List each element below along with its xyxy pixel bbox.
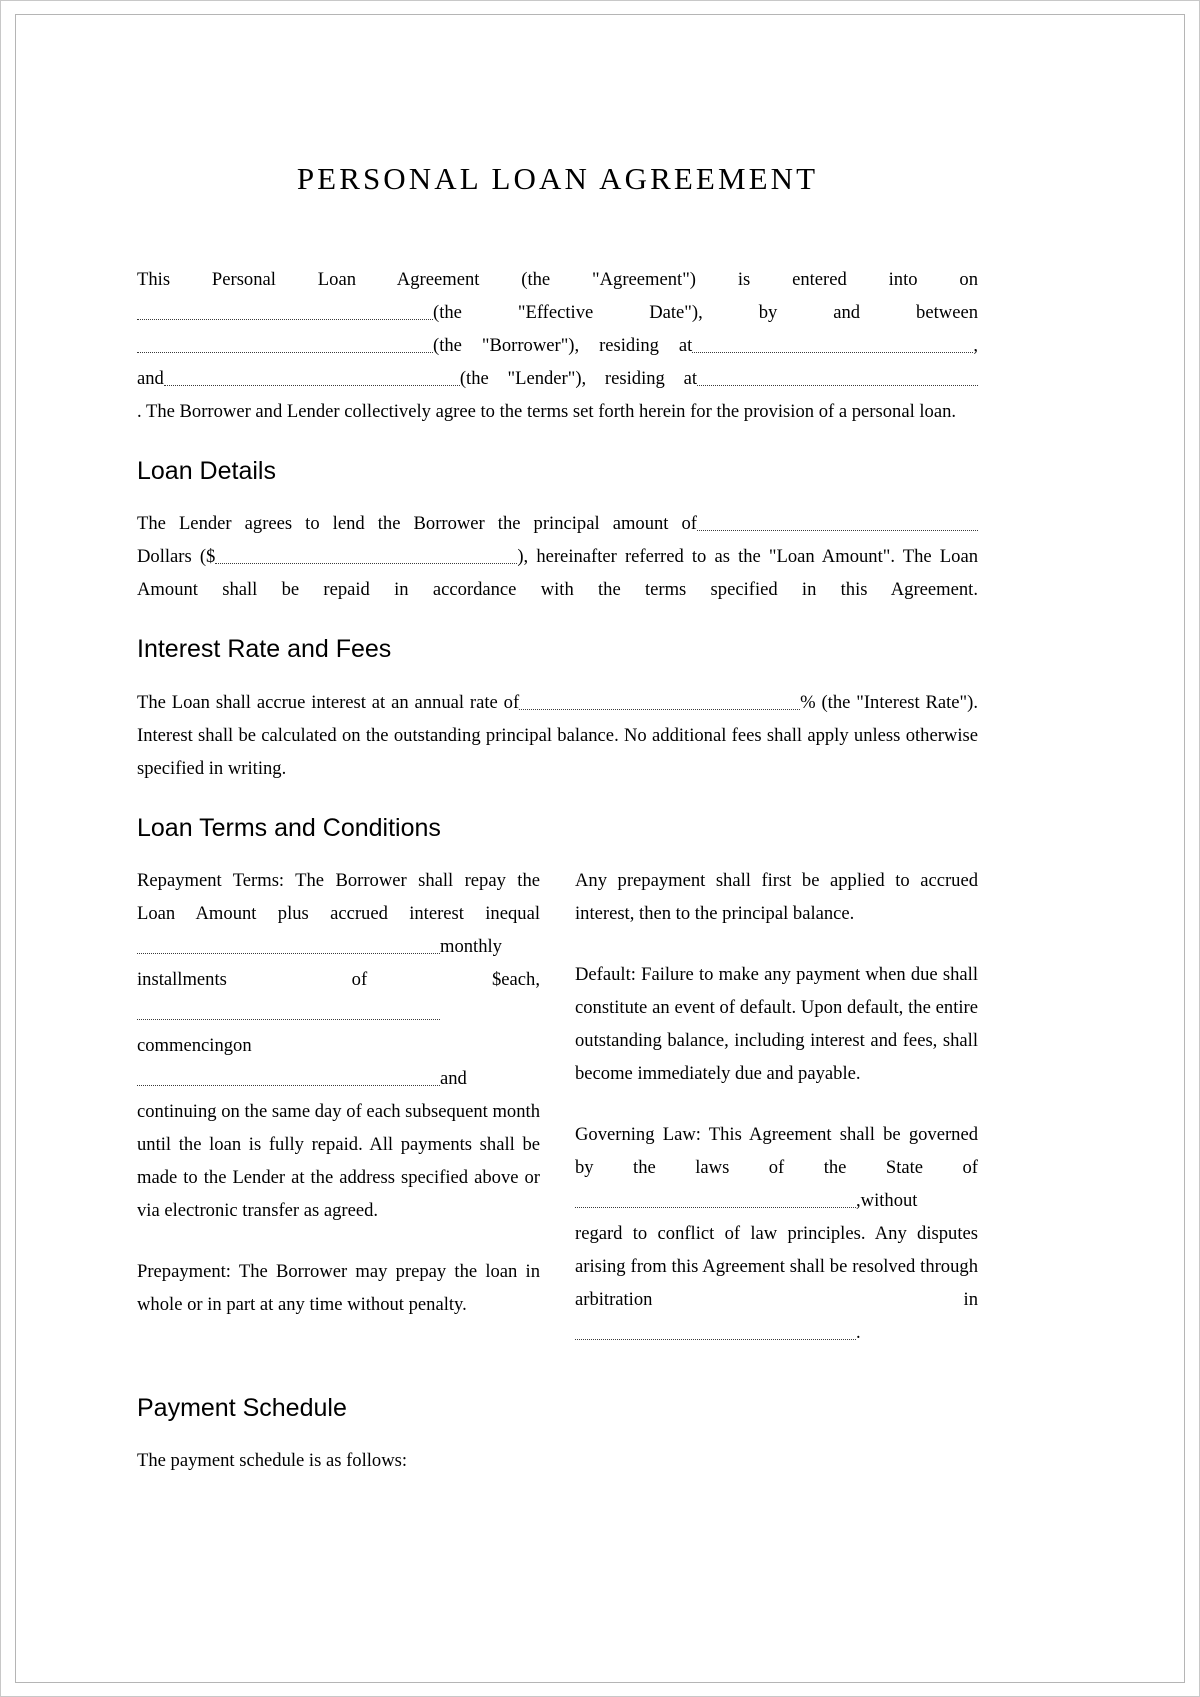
repayment-and: and	[440, 1067, 467, 1089]
page-title: PERSONAL LOAN AGREEMENT	[296, 161, 819, 196]
repayment-line-block-3	[137, 996, 540, 1062]
intro-text-1: This Personal Loan Agreement (the "Agreement") is entered into on	[137, 269, 978, 291]
prepayment-continued-text: Any prepayment shall first be applied to accrued interest, then to the principal balance.	[575, 869, 978, 924]
section-heading-loan-details: Loan Details	[137, 457, 276, 486]
intro-text-7: . The Borrower and Lender collectively agree to the terms set forth herein for the provision of a personal loan.	[137, 401, 957, 423]
spacer	[137, 1424, 978, 1444]
spacer	[137, 666, 978, 686]
interest-text-2: % (the "Interest Rate"). Interest shall be calculated on the outstanding principal balance. No additional fees shall apply unless otherwise specified in writing.	[137, 691, 978, 779]
governing-line-block-1	[575, 1118, 978, 1184]
loan-amount-number-blank[interactable]	[215, 544, 517, 565]
section-heading-interest-rate: Interest Rate and Fees	[137, 635, 392, 664]
terms-left-column	[137, 864, 540, 1349]
repayment-line-block-2	[137, 930, 540, 996]
intro-line-4	[137, 362, 978, 395]
repayment-on: on	[233, 1034, 252, 1056]
payment-schedule-paragraph	[137, 1444, 978, 1477]
page-border	[15, 14, 1185, 1683]
interest-paragraph	[137, 686, 978, 785]
lender-address-blank[interactable]	[697, 366, 978, 387]
intro-line-1	[137, 263, 978, 296]
repayment-equal: equal	[499, 902, 540, 924]
governing-text-2: regard to conflict of law principles. Any disputes arising from this Agreement shall be resolved through arbitration in	[575, 1222, 978, 1310]
governing-line-block-4	[575, 1316, 978, 1349]
spacer	[137, 606, 978, 634]
spacer	[137, 1227, 540, 1255]
section-heading-loan-terms: Loan Terms and Conditions	[137, 813, 441, 842]
document-content	[137, 160, 978, 1477]
loan-details-line-1	[137, 507, 978, 540]
prepayment-text: Prepayment: The Borrower may prepay the loan in whole or in part at any time without penalty.	[137, 1260, 540, 1315]
borrower-name-blank[interactable]	[137, 333, 433, 354]
repayment-text-1: Repayment Terms: The Borrower shall repay the Loan Amount plus accrued interest in	[137, 869, 540, 924]
repayment-text-2: monthly installments of $	[137, 935, 502, 990]
effective-date-blank[interactable]	[137, 300, 433, 321]
governing-comma: ,	[856, 1189, 861, 1211]
intro-text-2: (the "Effective Date"), by and between	[433, 302, 978, 324]
spacer	[137, 487, 978, 507]
loan-details-line-2	[137, 540, 978, 606]
intro-paragraph	[137, 263, 978, 428]
governing-period: .	[856, 1321, 861, 1343]
loan-amount-words-blank[interactable]	[697, 511, 978, 532]
section-heading-payment-schedule: Payment Schedule	[137, 1393, 347, 1422]
intro-text-4: ,	[973, 335, 978, 357]
installment-amount-blank[interactable]	[137, 999, 440, 1020]
intro-line-3	[137, 329, 978, 362]
spacer	[137, 237, 978, 263]
spacer	[137, 197, 978, 237]
governing-line-block-3	[575, 1217, 978, 1316]
governing-state-blank[interactable]	[575, 1187, 856, 1208]
spacer	[575, 1090, 978, 1118]
payment-schedule-text: The payment schedule is as follows:	[137, 1450, 408, 1472]
intro-line-2	[137, 296, 978, 329]
installments-count-blank[interactable]	[137, 933, 440, 954]
interest-rate-blank[interactable]	[519, 689, 800, 710]
default-paragraph	[575, 958, 978, 1090]
intro-text-and: and	[137, 368, 164, 390]
spacer	[575, 930, 978, 958]
governing-law-paragraph	[575, 1118, 978, 1349]
repayment-each: each,	[501, 968, 540, 990]
spacer	[137, 785, 978, 813]
repayment-line-block-1	[137, 864, 540, 930]
prepayment-paragraph	[137, 1255, 540, 1321]
spacer	[137, 844, 978, 864]
governing-text-1: Governing Law: This Agreement shall be governed by the laws of the State of	[575, 1123, 978, 1178]
commencing-date-blank[interactable]	[137, 1065, 440, 1086]
lender-name-blank[interactable]	[164, 366, 460, 387]
loan-details-paragraph	[137, 507, 978, 606]
loan-details-text-3: ), hereinafter referred to as the "Loan Amount". The Loan Amount shall be repaid in accordance with the terms specified in this Agreement.	[137, 546, 979, 601]
default-text: Default: Failure to make any payment when due shall constitute an event of default. Upon default, the entire outstanding balance, including interest and fees, shall become immediately due and payable.	[575, 963, 978, 1084]
terms-two-column-block	[137, 864, 978, 1349]
spacer	[137, 428, 978, 456]
loan-details-dollars-label: Dollars ($	[137, 546, 216, 568]
repayment-text-3: commencing	[137, 1034, 234, 1056]
spacer	[137, 1349, 978, 1393]
terms-right-column	[575, 864, 978, 1349]
loan-details-text-1: The Lender agrees to lend the Borrower the principal amount of	[137, 513, 697, 535]
repayment-terms-paragraph	[137, 864, 540, 1227]
borrower-address-blank[interactable]	[692, 333, 973, 354]
interest-text-1: The Loan shall accrue interest at an annual rate of	[137, 691, 520, 713]
prepayment-continued-paragraph	[575, 864, 978, 930]
intro-text-6: (the "Lender"), residing at	[459, 368, 697, 390]
intro-text-3: (the "Borrower"), residing at	[433, 335, 693, 357]
repayment-text-4: continuing on the same day of each subsequent month until the loan is fully repaid. All payments shall be made to the Lender at the address specified above or via electronic transfer as agreed.	[137, 1100, 540, 1221]
repayment-line-block-4	[137, 1062, 540, 1095]
governing-without: without	[860, 1189, 918, 1211]
arbitration-location-blank[interactable]	[575, 1319, 856, 1340]
governing-line-block-2	[575, 1184, 978, 1217]
